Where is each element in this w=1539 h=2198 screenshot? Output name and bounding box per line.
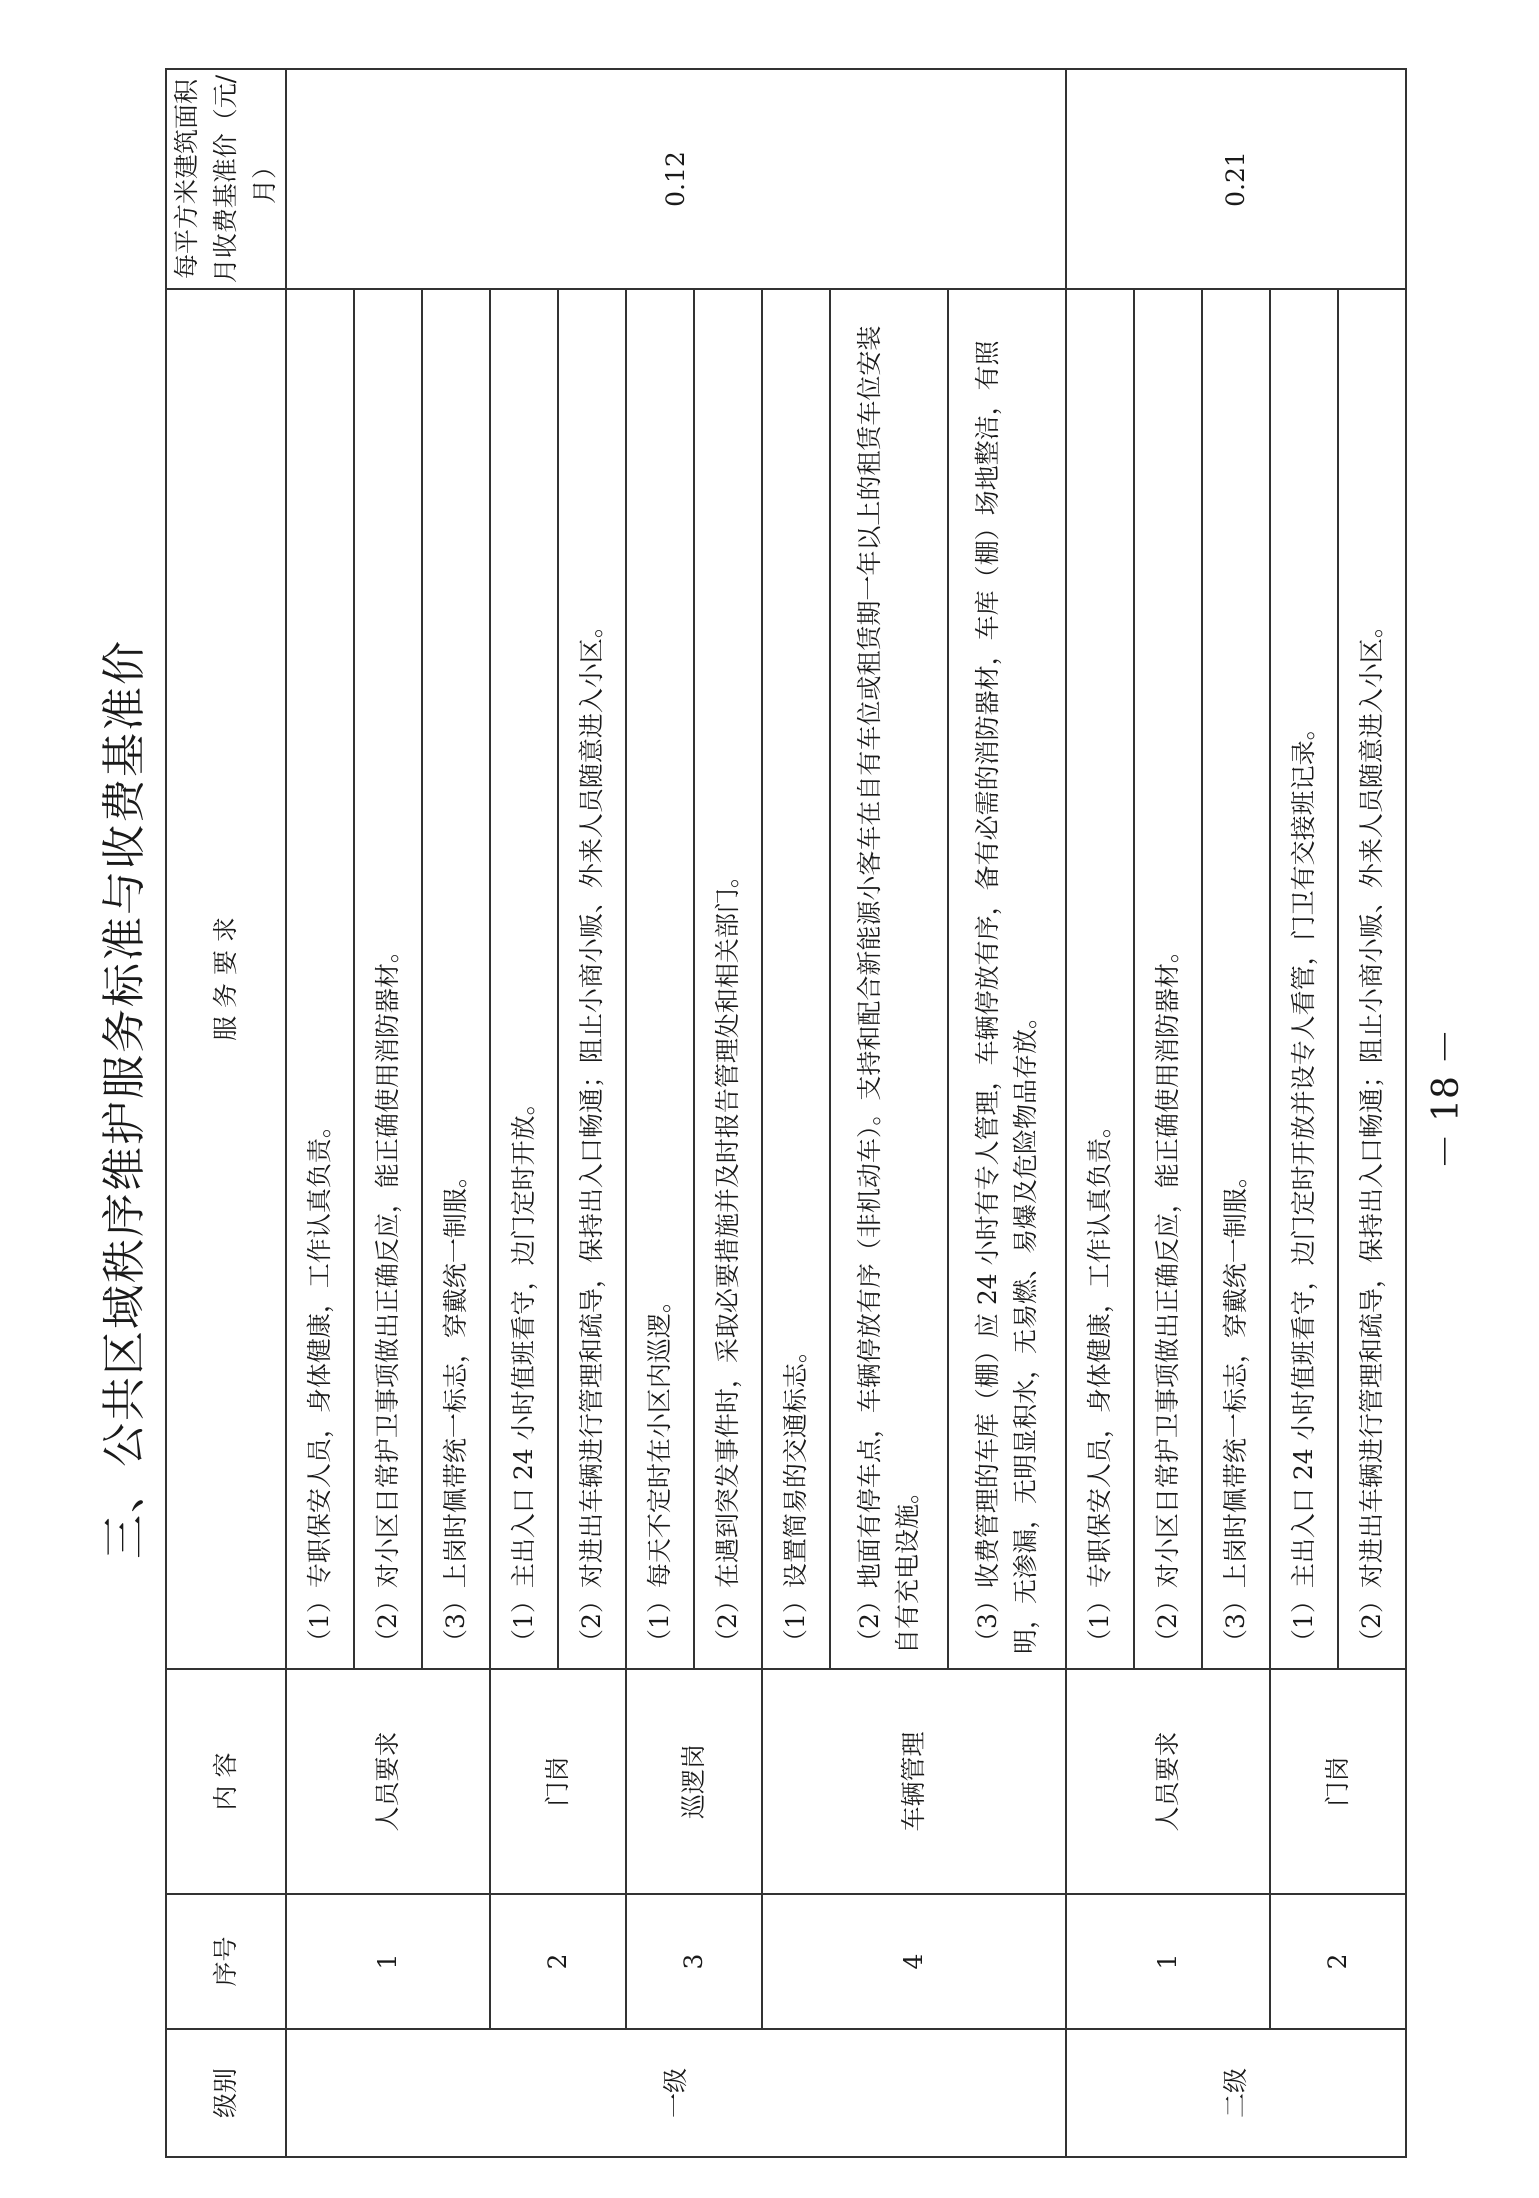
row-number: 1 <box>286 1894 490 2029</box>
row-number: 1 <box>1066 1894 1270 2029</box>
content-cell: 门岗 <box>490 1669 626 1894</box>
requirement-cell: （2）对进出车辆进行管理和疏导，保持出入口畅通；阻止小商小贩、外来人员随意进入小区。 <box>1338 289 1406 1669</box>
row-number: 2 <box>1270 1894 1406 2029</box>
requirement-cell: （1）设置简易的交通标志。 <box>762 289 830 1669</box>
page-title: 三、公共区域秩序维护服务标准与收费基准价 <box>99 639 150 1559</box>
content-cell: 人员要求 <box>1066 1669 1270 1894</box>
level-cell: 一级 <box>286 2029 1066 2157</box>
page-number: － 18 － <box>1426 1028 1467 1170</box>
table-row <box>286 69 354 2157</box>
header-row <box>166 69 286 2157</box>
requirement-cell: （2）在遇到突发事件时，采取必要措施并及时报告管理处和相关部门。 <box>694 289 762 1669</box>
row-number: 4 <box>762 1894 1066 2029</box>
requirement-cell: （1）主出入口 24 小时值班看守，边门定时开放。 <box>490 289 558 1669</box>
requirement-cell: （1）专职保安人员，身体健康，工作认真负责。 <box>286 289 354 1669</box>
price-cell: 0.12 <box>286 69 1066 289</box>
header-content: 内 容 <box>166 1669 286 1894</box>
requirement-cell: （2）对小区日常护卫事项做出正确反应，能正确使用消防器材。 <box>354 289 422 1669</box>
requirement-cell: （2）地面有停车点，车辆停放有序（非机动车）。支持和配合新能源小客车在自有车位或租赁期一年以上的租赁车位安装自有充电设施。 <box>830 289 948 1669</box>
content-cell: 人员要求 <box>286 1669 490 1894</box>
requirement-cell: （2）对进出车辆进行管理和疏导，保持出入口畅通；阻止小商小贩、外来人员随意进入小区。 <box>558 289 626 1669</box>
requirement-cell: （1）每天不定时在小区内巡逻。 <box>626 289 694 1669</box>
requirement-cell: （3）上岗时佩带统一标志，穿戴统一制服。 <box>422 289 490 1669</box>
level-cell: 二级 <box>1066 2029 1406 2157</box>
requirement-cell: （3）收费管理的车库（棚）应 24 小时有专人管理，车辆停放有序，备有必需的消防器材，车库（棚）场地整洁，有照明，无渗漏，无明显积水，无易燃、易爆及危险物品存放。 <box>948 289 1066 1669</box>
table-row <box>490 69 558 2157</box>
header-no: 序号 <box>166 1894 286 2029</box>
price-cell: 0.21 <box>1066 69 1406 289</box>
table-row <box>1270 69 1338 2157</box>
row-number: 3 <box>626 1894 762 2029</box>
requirement-cell: （1）专职保安人员，身体健康，工作认真负责。 <box>1066 289 1134 1669</box>
content-cell: 巡逻岗 <box>626 1669 762 1894</box>
row-number: 2 <box>490 1894 626 2029</box>
requirement-cell: （2）对小区日常护卫事项做出正确反应，能正确使用消防器材。 <box>1134 289 1202 1669</box>
table-row <box>626 69 694 2157</box>
table-row <box>1066 69 1134 2157</box>
content-cell: 车辆管理 <box>762 1669 1066 1894</box>
requirement-cell: （1）主出入口 24 小时值班看守，边门定时开放并设专人看管，门卫有交接班记录。 <box>1270 289 1338 1669</box>
header-price: 每平方米建筑面积月收费基准价（元/月） <box>166 69 286 289</box>
table-row <box>762 69 830 2157</box>
service-standard-table <box>165 68 1407 2158</box>
requirement-cell: （3）上岗时佩带统一标志，穿戴统一制服。 <box>1202 289 1270 1669</box>
content-cell: 门岗 <box>1270 1669 1406 1894</box>
header-level: 级别 <box>166 2029 286 2157</box>
header-requirements: 服 务 要 求 <box>166 289 286 1669</box>
